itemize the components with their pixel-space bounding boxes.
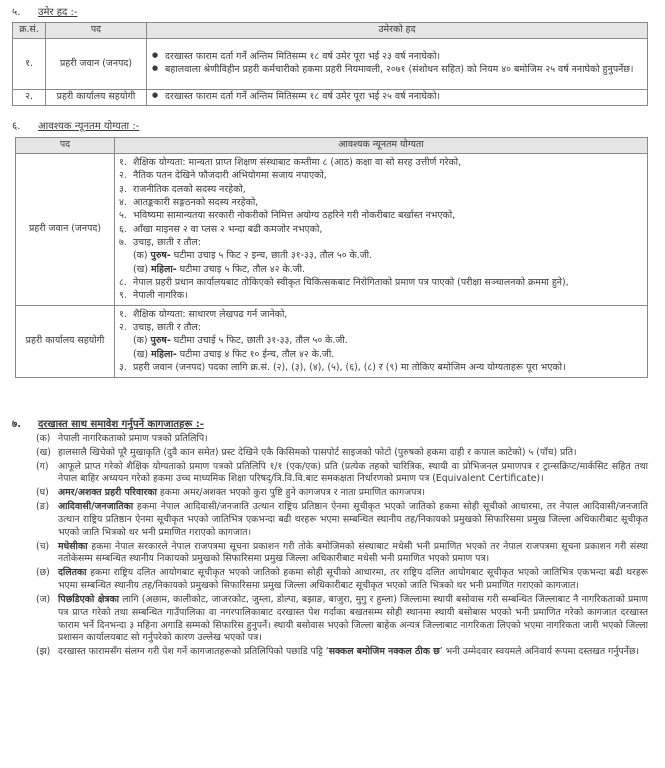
post-cell: प्रहरी कार्यालय सहयोगी [16,305,115,377]
qualification-subitem-male: (क) पुरुष- घटीमा उचाइ ५ फिट २ इन्च, छाती ३१-३३, तौल ५० के.जी. [133,250,373,262]
serial-cell: २. [13,90,46,106]
section-title: उमेर हद :- [38,7,78,18]
qualification-table [15,137,648,378]
post-cell: प्रहरी जवान (जनपद) [16,154,115,306]
table-row [16,154,648,306]
section-7-heading [12,418,204,432]
age-limit-item: ● दरखास्त फाराम दर्ता गर्ने अन्तिम मितिसम्म १८ वर्ष उमेर पूरा भई २५ वर्ष ननाघेको। [151,91,643,104]
document-item: (ख) हालसालै खिचेको पूरै मुखाकृति (दुवै कान समेत) प्रस्ट देखिने एकै किसिमको पासपोर्ट साइजको फोटो (पुरुषको हकमा दाही र कपाल काटेको) ५ (पाँच) प्रति। [36,446,577,458]
qualification-item: ८. नेपाल प्रहरी प्रधान कार्यालयबाट तोकिएको स्वीकृत चिकित्सकबाट निरोगिताको प्रमाण पत्र पाएको (परीक्षा सञ्चालनको क्रममा हुने), [119,277,569,289]
age-limit-cell [147,90,648,106]
qualification-cell [115,154,648,306]
qualification-item: ६. आँखा माइनस २ वा प्लस २ भन्दा बढी कमजोर नभएको, [119,223,323,235]
qualification-subitem-female: (ख) महिला- घटीमा उचाइ ५ फिट, तौल ४२ के.जी. [133,263,306,275]
post-cell: प्रहरी कार्यालय सहयोगी [46,90,147,106]
document-item: (झ) दरखास्त फारामसँग संलग्न गरी पेश गर्ने कागजातहरूको प्रतिलिपिको पछाडि पट्टि ‘सक्कल बमोजिम नक्कल ठीक छ’ भनी उम्मेदवार स्वयमले अनिवार्य रूपमा दस्तखत गर्नुपर्नेछ। [36,646,640,658]
qualification-item: ३. राजनीतिक दलको सदस्य नरहेको, [119,183,246,195]
age-limit-cell [147,39,648,90]
qualification-item: ३. प्रहरी जवान (जनपद) पदका लागि क्र.सं. (२), (३), (४), (५), (६), (८) र (९) मा तोकिए बमोजिम अन्य योग्यताहरू पूरा भएको। [119,362,566,374]
qualification-item: ७. उचाइ, छाती र तौल: [119,237,201,249]
table-row [13,90,648,106]
section-title: आवश्यक न्यूनतम योग्यता :- [38,121,140,132]
qualification-subitem-female: (ख) महिला- घटीमा उचाइ ४ फिट १० ईन्च, तौल ४२ के.जी. [133,348,335,360]
column-header: उमेरको हद [147,23,648,39]
qualification-item: ९. नेपाली नागरिक। [119,290,188,302]
document-item: (क) नेपाली नागरिकताको प्रमाण पत्रको प्रतिलिपि। [36,433,208,444]
section-number: ७. [12,419,21,430]
age-limit-item: ● दरखास्त फाराम दर्ता गर्ने अन्तिम मितिसम्म १८ वर्ष उमेर पूरा भई २३ वर्ष ननाघेको। [151,51,643,64]
document-item: (ज) पिछडिएको क्षेत्रका लागि (अछाम, कालीकोट, जाजरकोट, जुम्ला, डोल्पा, बझाङ, बाजुरा, मुगु र हुम्ला) जिल्लामा स्थायी बसोवास गरी सम्बन्धित जिल्लाबाट नै नागरिकताको प्रमाण पत्र प्राप्त गरेको तथा सम्बन्धित गाउँपालिका वा नगरपालिकाबाट दरखास्त पेश गर्दाका बखतसम्म सोही स्थानमा स्थायी बसोबास भएको भनी प्रमाणित गरेको कागजात दरखास्त फाराम भर्ने दिनभन्दा ३ महिना अगाडि सम्मको सिफारिस हुनुपर्ने। स्थायी बसोवास भएको जिल्ला बाहेक अन्यत्र जिल्लाबाट नागरिकता लिएको भएमा नागरिकता जारी भएको जिल्ला प्रशासन कार्यालयबाट सो गर्नुपरेको कारण उल्लेख भएको पत्र। [36,593,648,644]
qualification-item: १. शैक्षिक योग्यता: साधारण लेखपढ गर्न जानेको, [119,308,288,320]
table-row [13,39,648,90]
column-header: पद [46,23,147,39]
column-header: क्र.सं. [13,23,46,39]
qualification-item: ४. आतङ्ककारी सङ्गठनको सदस्य नरहेको, [119,197,259,209]
column-header: आवश्यक न्यूनतम योग्यता [115,138,648,154]
table-header-row [16,138,648,154]
qualification-item: ५. भविष्यमा सामान्यतया सरकारी नोकरीको निमित्त अयोग्य ठहरिने गरी नोकरीबाट बर्खास्त नभएको, [119,210,456,222]
document-item: (छ) दलितका हकमा राष्ट्रिय दलित आयोगबाट सूचीकृत भएको जातिको हकमा सोही सूचीको आधारमा, तर राष्ट्रिय दलित आयोगबाट सूचीकृत भएको जातिभित्र एकभन्दा बढी थरहरू भएमा सम्बन्धित स्थानीय तह/निकायको प्रमुखको सिफारिसमा प्रमुख जिल्ला अधिकारीबाट सूचीकृत भएको जाति भित्रको थर भनी प्रमाणित गराएको कागजात। [36,567,648,592]
column-header: पद [16,138,115,154]
section-title: दरखास्त साथ समावेश गर्नुपर्ने कागजातहरू :- [38,419,204,430]
qualification-item: २. उचाइ, छाती र तौल: [119,322,201,334]
post-cell: प्रहरी जवान (जनपद) [46,39,147,90]
age-limit-item: ● बहालवाला श्रेणीविहीन प्रहरी कर्मचारीको हकमा प्रहरी नियमावली, २०७१ (संशोधन सहित) को नियम ४० बमोजिम २५ वर्ष ननाघेको हुनुपर्नेछ। [151,64,643,77]
serial-cell: १. [13,39,46,90]
qualification-item: २. नैतिक पतन देखिने फौजदारी अभियोगमा सजाय नपाएको, [119,170,327,182]
document-item: (च) मधेसीका हकमा नेपाल सरकारले नेपाल राजपत्रमा सूचना प्रकाशन गरी तोके बमोजिमको संस्थाबाट मधेसी भनी प्रमाणित भएको तर नेपाल राजपत्रमा सूचना प्रकाशन गरी संस्था नतोकेसम्म सम्बन्धित स्थानीय निकायको प्रमुखको सिफारिसमा प्रमुख जिल्ला अधिकारीबाट मधेसी भनी प्रमाणित भएको प्रमाण पत्र। [36,540,648,565]
age-limit-table [12,22,648,106]
document-item: (ङ) आदिवासी/जनजातिका हकमा नेपाल आदिवासी/जनजाति उत्थान राष्ट्रिय प्रतिष्ठान ऐनमा सूचीकृत भएको जातिको हकमा सोही सूचीको आधारमा, तर नेपाल आदिवासी/जनजाति उत्थान राष्ट्रिय प्रतिष्ठान ऐनमा सूचीकृत भएको जातिभित्र एकभन्दा बढी थरहरू भएमा सम्बन्धित स्थानीय तह/निकायको प्रमुखको सिफारिसमा प्रमुख जिल्ला अधिकारीबाट सूचीकृत भएको जाति भित्रको थर भनी प्रमाणित गराएको कागजात। [36,501,648,538]
required-documents-list [36,433,648,660]
section-5-heading [12,6,78,20]
section-number: ६. [12,121,21,132]
document-item: (ग) आफूले प्राप्त गरेको शैक्षिक योग्यताको प्रमाण पत्रको प्रतिलिपि १/१ (एक/एक) प्रति (प्रत्येक तहको चारित्रिक, स्थायी वा प्रोभिजनल प्रमाणपत्र र ट्रान्सक्रिप्ट/मार्कसिट सहित तथा नेपाल बाहिर अध्ययन गरेको हकमा उच्च माध्यमिक शिक्षा परिषद्/त्रि.वि.वि.बाट समकक्षता निर्धारणको प्रमाण पत्र (Equivalent Certificate)। [36,460,648,485]
table-header-row [13,23,648,39]
section-6-heading [12,120,139,134]
qualification-subitem-male: (क) पुरुष- घटीमा उचाई ५ फिट, छाती ३१-३३, तौल ५० के.जी. [133,335,348,347]
section-number: ५. [12,7,21,18]
qualification-item: १. शैक्षिक योग्यता: मान्यता प्राप्त शिक्षण संस्थाबाट कम्तीमा ८ (आठ) कक्षा वा सो सरह उत्तीर्ण गरेको, [119,157,462,168]
table-row [16,305,648,377]
document-item: (घ) अमर/अशक्त प्रहरी परिवारका हकमा अमर/अशक्त भएको कुरा पुष्टि हुने कागजपत्र र नाता प्रमाणित कागजपत्र। [36,487,426,499]
qualification-cell [115,305,648,377]
